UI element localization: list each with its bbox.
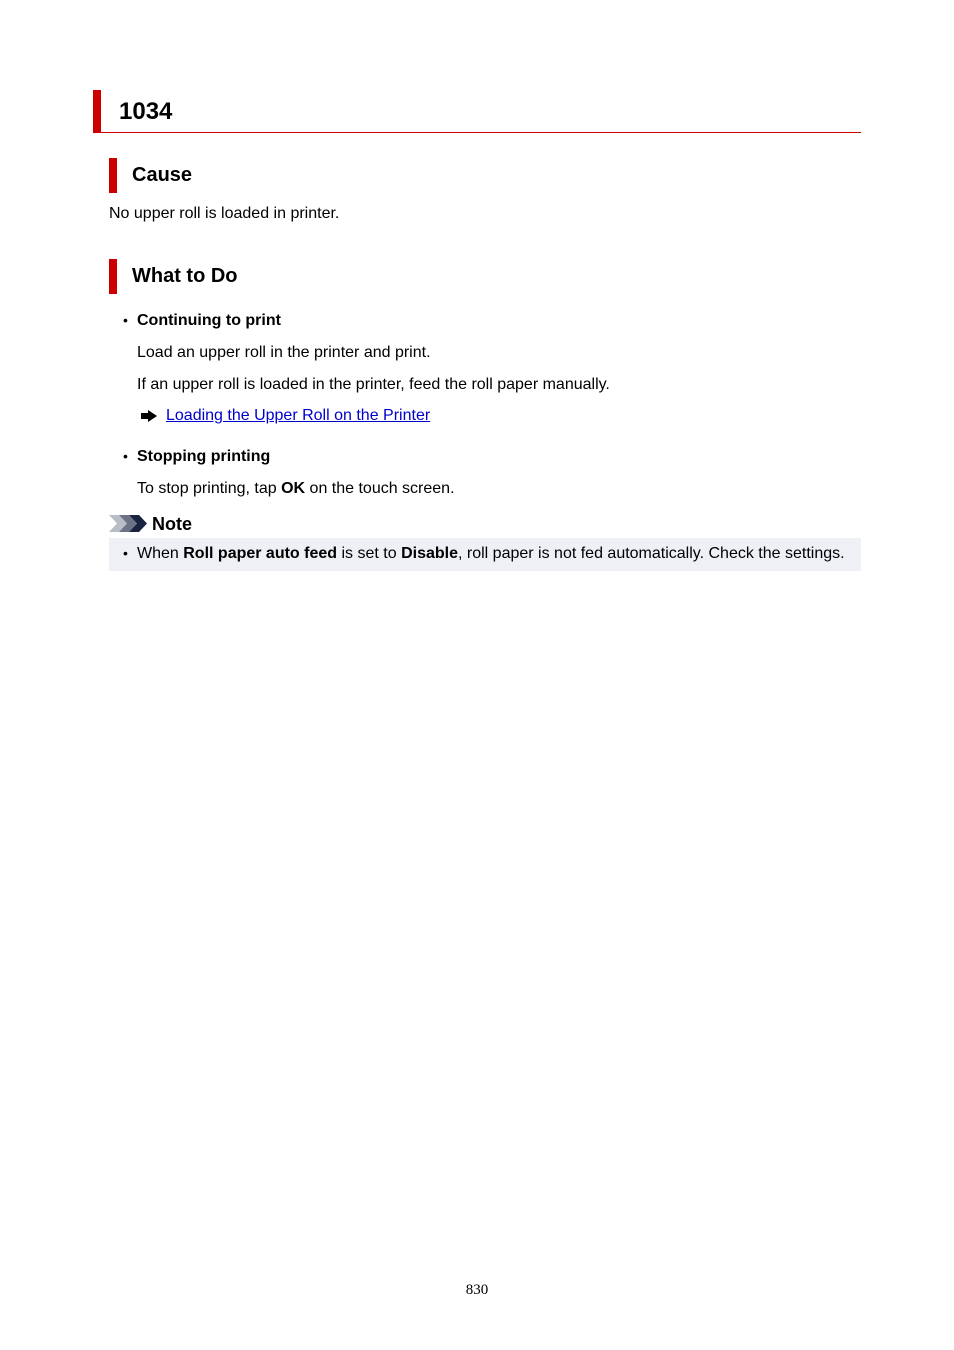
- item-title-stopping: Stopping printing: [137, 448, 271, 465]
- text-run: To stop printing, tap: [137, 480, 282, 497]
- text-run: , roll paper is not fed automatically. Check the settings.: [458, 545, 845, 562]
- note-heading-text: Note: [152, 514, 192, 534]
- heading-accent-bar: [109, 259, 117, 294]
- text-run: When: [137, 545, 184, 562]
- page-title-text: 1034: [119, 98, 173, 125]
- list-bullet: •: [123, 545, 128, 561]
- title-accent-bar: [93, 90, 101, 133]
- list-bullet: •: [123, 312, 128, 328]
- setting-name: Roll paper auto feed: [183, 545, 338, 562]
- arrow-right-icon: [141, 410, 157, 422]
- page-title: [93, 90, 861, 133]
- section-heading-text: What to Do: [132, 265, 238, 287]
- text-run: is set to: [337, 545, 402, 562]
- ok-label: OK: [281, 480, 306, 497]
- loading-upper-roll-link[interactable]: Loading the Upper Roll on the Printer: [166, 407, 431, 424]
- list-bullet: •: [123, 448, 128, 464]
- setting-value: Disable: [401, 545, 458, 562]
- item-line: [137, 479, 455, 498]
- heading-accent-bar: [109, 158, 117, 193]
- page-number: 830: [465, 1282, 489, 1298]
- note-box: [109, 538, 861, 571]
- cause-text: No upper roll is loaded in printer.: [109, 205, 340, 222]
- text-run: on the touch screen.: [305, 480, 455, 497]
- item-line: Load an upper roll in the printer and print.: [137, 344, 431, 361]
- chevrons-icon: [109, 515, 147, 532]
- item-title-continuing: Continuing to print: [137, 312, 281, 329]
- item-line: If an upper roll is loaded in the printer, feed the roll paper manually.: [137, 376, 610, 393]
- note-text: [137, 544, 845, 563]
- section-heading-text: Cause: [132, 164, 193, 186]
